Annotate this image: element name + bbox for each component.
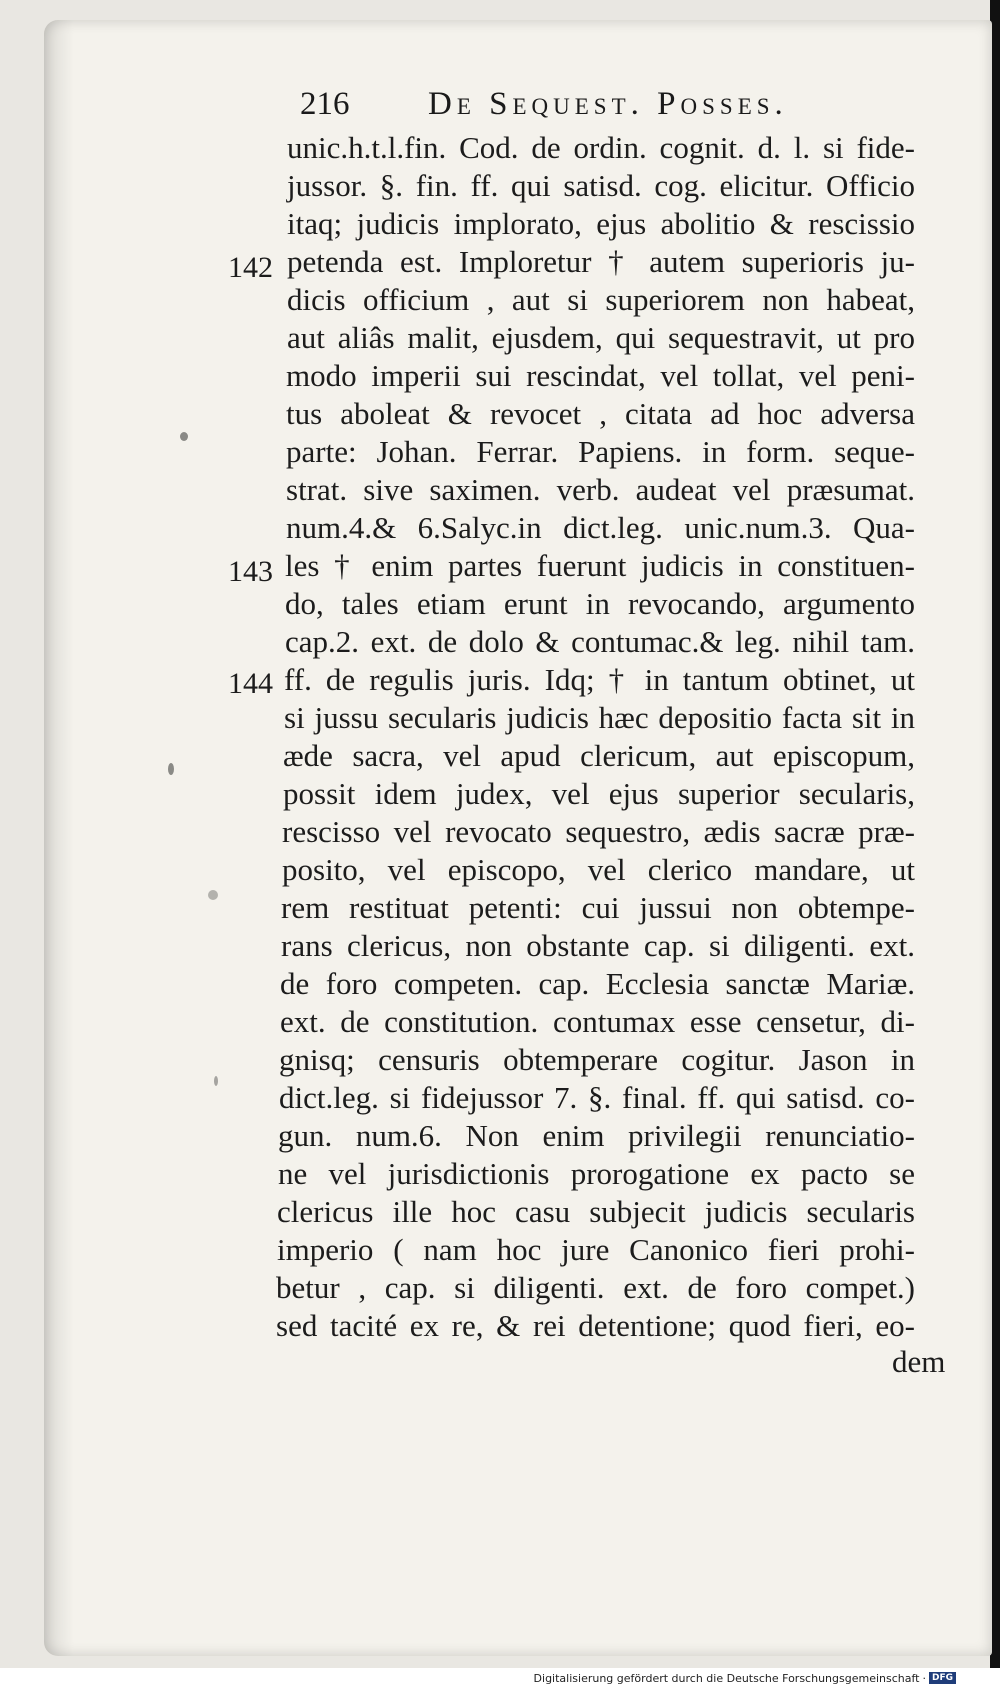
text-line: si jussu secularis judicis hæc depositio facta sit in xyxy=(284,700,915,735)
text-line: petenda est. Imploretur † autem superioris ju- xyxy=(287,244,915,279)
text-line: imperio ( nam hoc jure Canonico fieri prohi- xyxy=(277,1232,915,1267)
text-line: cap.2. ext. de dolo & contumac.& leg. nihil tam. xyxy=(285,624,915,659)
text-line: æde sacra, vel apud clericum, aut episcopum, xyxy=(283,738,915,773)
digitization-credit: Digitalisierung gefördert durch die Deutsche Forschungsgemeinschaft · DFG xyxy=(534,1670,956,1686)
text-line: tus aboleat & revocet , citata ad hoc adversa xyxy=(286,396,915,431)
text-line: les † enim partes fuerunt judicis in constituen- xyxy=(285,548,915,583)
text-line: modo imperii sui rescindat, vel tollat, vel peni- xyxy=(286,358,915,393)
catchword: dem xyxy=(892,1344,946,1379)
text-line: dicis officium , aut si superiorem non habeat, xyxy=(287,282,915,317)
credit-text: Digitalisierung gefördert durch die Deutsche Forschungsgemeinschaft xyxy=(533,1671,920,1685)
text-line: parte: Johan. Ferrar. Papiens. in form. seque- xyxy=(286,434,915,469)
text-line: unic.h.t.l.fin. Cod. de ordin. cognit. d. l. si fide- xyxy=(287,130,915,165)
text-line: rem restituat petenti: cui jussui non obtempe- xyxy=(281,890,915,925)
text-line: de foro competen. cap. Ecclesia sanctæ Mariæ. xyxy=(280,966,915,1001)
text-line: itaq; judicis implorato, ejus abolitio & rescissio xyxy=(287,206,915,241)
text-line: gnisq; censuris obtemperare cogitur. Jason in xyxy=(279,1042,915,1077)
text-line: betur , cap. si diligenti. ext. de foro compet.) xyxy=(276,1270,915,1305)
ink-speck xyxy=(214,1076,218,1086)
text-line: aut aliâs malit, ejusdem, qui sequestravit, ut pro xyxy=(287,320,915,355)
text-line: clericus ille hoc casu subjecit judicis secularis xyxy=(277,1194,915,1229)
text-line: strat. sive saximen. verb. audeat vel præsumat. xyxy=(286,472,915,507)
text-line: rans clericus, non obstante cap. si diligenti. ext. xyxy=(281,928,915,963)
text-line: ff. de regulis juris. Idq; † in tantum obtinet, ut xyxy=(284,662,915,697)
page-header xyxy=(300,86,900,126)
text-line: posito, vel episcopo, vel clerico mandare, ut xyxy=(282,852,915,887)
text-line: possit idem judex, vel ejus superior secularis, xyxy=(283,776,915,811)
margin-number-143: 143 xyxy=(228,555,273,588)
margin-number-144: 144 xyxy=(228,667,273,700)
page-gutter-shadow xyxy=(44,20,74,1656)
dfg-logo-icon: DFG xyxy=(929,1672,956,1684)
page-number: 216 xyxy=(300,86,350,122)
text-line: rescisso vel revocato sequestro, ædis sacræ præ- xyxy=(282,814,915,849)
text-line: jussor. §. fin. ff. qui satisd. cog. elicitur. Officio xyxy=(287,168,915,203)
text-line: do, tales etiam erunt in revocando, argumento xyxy=(285,586,915,621)
text-line: sed tacité ex re, & rei detentione; quod fieri, eo- xyxy=(276,1308,915,1343)
ink-speck xyxy=(168,763,174,775)
ink-speck xyxy=(208,890,218,900)
text-line: dict.leg. si fidejussor 7. §. final. ff. qui satisd. co- xyxy=(279,1080,915,1115)
running-title: De Sequest. Posses. xyxy=(428,86,788,122)
text-line: num.4.& 6.Salyc.in dict.leg. unic.num.3. Qua- xyxy=(286,510,915,545)
margin-number-142: 142 xyxy=(228,251,273,284)
text-line: gun. num.6. Non enim privilegii renunciatio- xyxy=(278,1118,915,1153)
text-line: ext. de constitution. contumax esse censetur, di- xyxy=(280,1004,915,1039)
ink-speck xyxy=(180,432,188,441)
text-line: ne vel jurisdictionis prorogatione ex pacto se xyxy=(278,1156,915,1191)
